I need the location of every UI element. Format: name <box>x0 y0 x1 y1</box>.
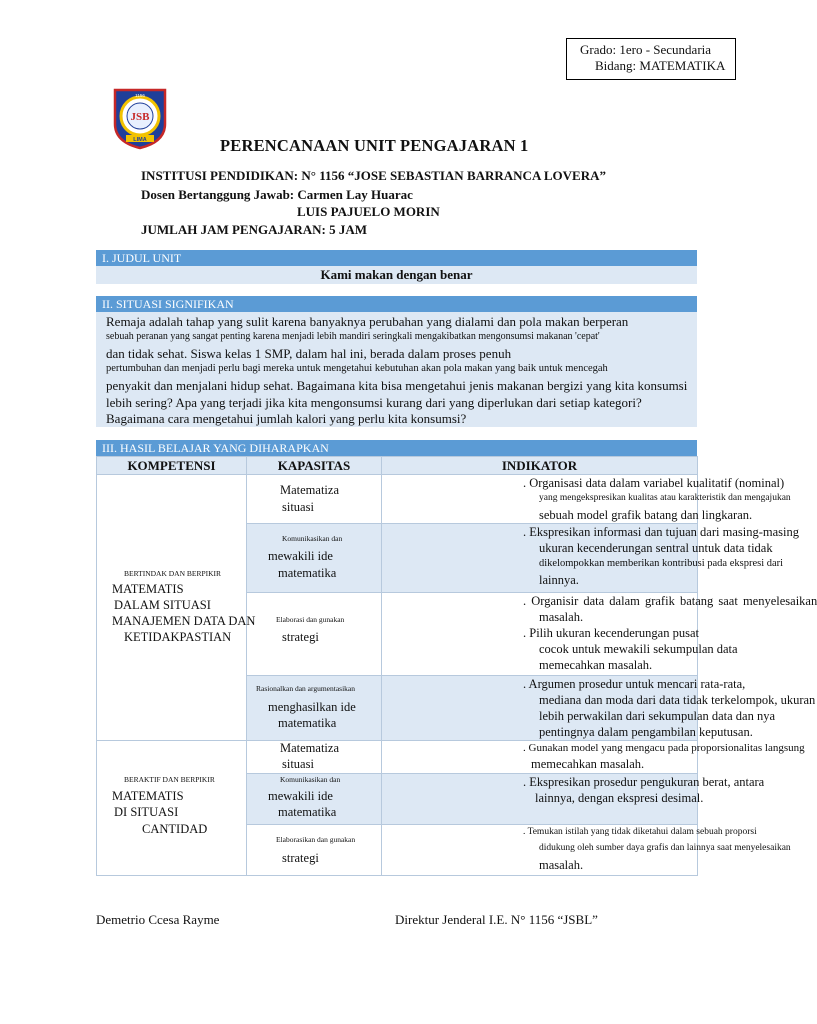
indicator-line: . Argumen prosedur untuk mencari rata-rata, <box>523 677 746 691</box>
indicator-line: sebuah model grafik batang dan lingkaran. <box>539 508 753 522</box>
indicator-line: memecahkan masalah. <box>539 658 653 672</box>
indicator-line: yang mengekspresikan kualitas atau karakteristik dan mengajukan <box>539 493 791 503</box>
capacity-cell <box>247 475 382 524</box>
grade-box <box>566 38 736 80</box>
table-header-row <box>97 457 698 475</box>
situation-line: lebih sering? Apa yang terjadi jika kita mengonsumsi kurang dari yang diperlukan dari setiap kategori? <box>106 395 642 410</box>
capacity-line: situasi <box>282 500 314 514</box>
indicator-line: lainnya, dengan ekspresi desimal. <box>535 791 704 805</box>
capacity-small-label: Elaborasi dan gunakan <box>276 615 345 624</box>
capacity-cell <box>247 741 382 774</box>
competence-line: KETIDAKPASTIAN <box>124 630 232 644</box>
competence-line: CANTIDAD <box>142 822 208 836</box>
capacity-line: matematika <box>278 805 337 819</box>
hours-line: JUMLAH JAM PENGAJARAN: 5 JAM <box>141 222 368 237</box>
section-heading-unit-title: I. JUDUL UNIT <box>96 250 697 266</box>
indicator-line: . Organisir data dalam grafik batang saat menyelesaikan <box>523 594 817 608</box>
capacity-cell <box>247 774 382 825</box>
indicator-line: pentingnya dalam pengambilan keputusan. <box>539 725 753 739</box>
indicator-line: . Temukan istilah yang tidak diketahui dalam sebuah proporsi <box>523 827 757 837</box>
competence-small-label: BERAKTIF DAN BERPIKIR <box>124 775 215 784</box>
competence-cell-2 <box>97 741 247 876</box>
competence-line: DALAM SITUASI <box>114 598 211 612</box>
situation-line: pertumbuhan dan menjadi perlu bagi mereka untuk mengetahui kebutuhan akan pola makan yang baik untuk mencegah <box>106 363 608 374</box>
capacity-line: strategi <box>282 630 319 644</box>
capacity-line: mewakili ide <box>268 549 333 563</box>
competence-line: MATEMATIS <box>112 789 184 803</box>
capacity-small-label: Elaborasikan dan gunakan <box>276 835 356 844</box>
unit-title-row <box>96 266 697 284</box>
table-row <box>97 741 698 774</box>
indicator-line: ukuran kecenderungan sentral untuk data tidak <box>539 541 773 555</box>
indicator-line: lebih perwakilan dari sekumpulan data dan nya <box>539 709 776 723</box>
capacity-line: strategi <box>282 851 319 865</box>
indicator-cell <box>382 524 799 593</box>
lecturer-line-2: LUIS PAJUELO MORIN <box>297 204 440 219</box>
indicator-cell <box>382 676 816 741</box>
capacity-line: Matematiza <box>280 741 339 755</box>
logo-number: 1156 <box>135 93 145 98</box>
indicator-cell <box>382 593 817 676</box>
unit-title-value: Kami makan dengan benar <box>320 267 473 282</box>
situation-line: dan tidak sehat. Siswa kelas 1 SMP, dalam hal ini, berada dalam proses penuh <box>106 346 512 361</box>
capacity-cell <box>247 593 382 676</box>
capacity-line: Matematiza <box>280 483 339 497</box>
indicator-line: dikelompokkan memberikan kontribusi pada ekspresi dari <box>539 558 784 569</box>
institution-line: INSTITUSI PENDIDIKAN: N° 1156 “JOSE SEBASTIAN BARRANCA LOVERA” <box>141 168 606 183</box>
indicator-line: didukung oleh sumber daya grafis dan lainnya saat menyelesaikan <box>539 843 791 853</box>
capacity-small-label: Komunikasikan dan <box>280 775 341 784</box>
indicator-line: mediana dan moda dari data tidak terkelompok, ukuran <box>539 693 816 707</box>
capacity-line: situasi <box>282 757 314 771</box>
indicator-cell <box>382 774 765 825</box>
capacity-line: menghasilkan ide <box>268 700 356 714</box>
indicator-line: masalah. <box>539 858 584 872</box>
capacity-line: matematika <box>278 566 337 580</box>
situation-line: penyakit dan menjalani hidup sehat. Bagaimana kita bisa mengetahui jenis makanan bergizi yang kita konsumsi <box>106 378 688 393</box>
indicator-line: memecahkan masalah. <box>531 757 645 771</box>
signature-left: Demetrio Ccesa Rayme <box>96 912 220 927</box>
section-heading-situation: II. SITUASI SIGNIFIKAN <box>96 296 697 312</box>
table-row <box>97 475 698 524</box>
capacity-cell <box>247 524 382 593</box>
indicator-line: . Ekspresikan prosedur pengukuran berat, antara <box>523 775 765 789</box>
signature-right: Direktur Jenderal I.E. N° 1156 “JSBL” <box>395 912 598 927</box>
indicator-line: . Pilih ukuran kecenderungan pusat <box>523 626 699 640</box>
capacity-cell <box>247 676 382 741</box>
situation-line: Bagaimana cara mengetahui jumlah kalori yang perlu kita konsumsi? <box>106 411 467 426</box>
competence-line: MANAJEMEN DATA DAN <box>112 614 256 628</box>
capacity-small-label: Komunikasikan dan <box>282 534 343 543</box>
competence-cell-1 <box>97 475 256 741</box>
grade-text: Grado: 1ero - Secundaria <box>580 42 712 57</box>
capacity-cell <box>247 825 382 876</box>
indicator-line: masalah. <box>539 610 584 624</box>
column-header-capacity: KAPASITAS <box>247 457 382 475</box>
school-logo <box>112 88 168 148</box>
indicator-cell <box>382 475 791 524</box>
capacity-line: mewakili ide <box>268 789 333 803</box>
logo-text: JSB <box>130 111 150 123</box>
competence-line: MATEMATIS <box>112 582 184 596</box>
situation-line: Remaja adalah tahap yang sulit karena banyaknya perubahan yang dialami dan pola makan berperan <box>106 314 629 329</box>
column-header-competence: KOMPETENSI <box>97 457 247 475</box>
competence-small-label: BERTINDAK DAN BERPIKIR <box>124 569 222 578</box>
learning-outcomes-table <box>96 456 817 876</box>
indicator-cell <box>382 741 805 774</box>
capacity-small-label: Rasionalkan dan argumentasikan <box>256 684 356 693</box>
indicator-line: lainnya. <box>539 573 579 587</box>
indicator-line: . Organisasi data dalam variabel kualitatif (nominal) <box>523 476 785 490</box>
lecturer-line: Dosen Bertanggung Jawab: Carmen Lay Huarac <box>141 187 413 202</box>
indicator-line: cocok untuk mewakili sekumpulan data <box>539 642 738 656</box>
section-heading-learning-outcomes: III. HASIL BELAJAR YANG DIHARAPKAN <box>96 440 697 456</box>
logo-lima: LIMA <box>133 137 147 143</box>
competence-line: DI SITUASI <box>114 805 179 819</box>
indicator-line: . Ekspresikan informasi dan tujuan dari masing-masing <box>523 525 799 539</box>
indicator-line: . Gunakan model yang mengacu pada proporsionalitas langsung <box>523 742 805 754</box>
situation-line: sebuah peranan yang sangat penting karena menjadi lebih mandiri seringkali mengakibatkan mengonsumsi makanan 'cepat' <box>106 331 600 342</box>
column-header-indicator: INDIKATOR <box>382 457 698 475</box>
indicator-cell <box>382 825 791 876</box>
capacity-line: matematika <box>278 716 337 730</box>
field-text: Bidang: MATEMATIKA <box>595 58 726 73</box>
page-title: PERENCANAAN UNIT PENGAJARAN 1 <box>220 136 529 155</box>
